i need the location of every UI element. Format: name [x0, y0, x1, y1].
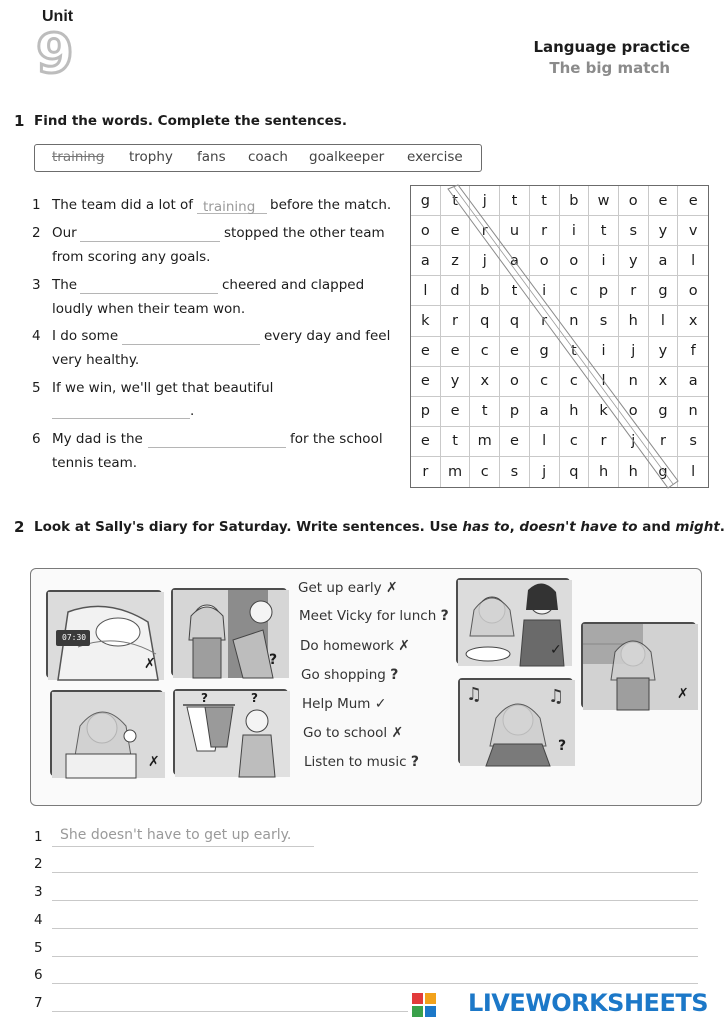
grid-letter[interactable]: j — [619, 427, 649, 457]
grid-letter[interactable]: b — [470, 276, 500, 306]
grid-letter[interactable]: o — [619, 397, 649, 427]
exercise-2-instruction: Look at Sally's diary for Saturday. Write sentences. Use has to, doesn't have to and might. — [34, 519, 725, 535]
grid-letter[interactable]: p — [500, 397, 530, 427]
grid-letter[interactable]: r — [619, 276, 649, 306]
grid-letter[interactable]: z — [441, 246, 471, 276]
grid-letter[interactable]: c — [530, 367, 560, 397]
grid-letter[interactable]: s — [678, 427, 708, 457]
diary-item: Help Mum ✓ — [302, 696, 387, 712]
picture-mark: ? — [251, 691, 258, 705]
grid-letter[interactable]: t — [589, 216, 619, 246]
grid-letter[interactable]: x — [470, 367, 500, 397]
grid-letter[interactable]: e — [411, 337, 441, 367]
picture-shopping — [173, 689, 288, 775]
grid-letter[interactable]: j — [470, 186, 500, 216]
sentence-3-line2: loudly when their team won. — [52, 301, 246, 317]
grid-letter[interactable]: p — [589, 276, 619, 306]
grid-letter[interactable]: o — [678, 276, 708, 306]
grid-letter[interactable]: o — [530, 246, 560, 276]
writing-line-2[interactable] — [52, 872, 698, 873]
grid-letter[interactable]: c — [560, 276, 590, 306]
sentence-1-start: The team did a lot of — [52, 197, 194, 213]
liveworksheets-logo-icon — [412, 993, 436, 1017]
sentence-number: 2 — [32, 225, 41, 241]
grid-letter[interactable]: c — [560, 367, 590, 397]
grid-letter[interactable]: e — [649, 186, 679, 216]
grid-letter[interactable]: p — [411, 397, 441, 427]
page-subtitle: The big match — [549, 59, 670, 77]
diary-item: Do homework ✗ — [300, 638, 410, 654]
answer-field-1[interactable] — [197, 196, 267, 214]
grid-letter[interactable]: y — [649, 216, 679, 246]
shopping-illustration — [175, 691, 290, 777]
unit-label: Unit — [42, 8, 74, 25]
grid-letter[interactable]: j — [470, 246, 500, 276]
sentence-number: 4 — [32, 328, 41, 344]
grid-letter[interactable]: r — [649, 427, 679, 457]
answer-field-2[interactable] — [80, 225, 220, 242]
grid-letter[interactable]: g — [649, 276, 679, 306]
grid-letter[interactable]: r — [441, 306, 471, 336]
exercise-1-number: 1 — [14, 112, 25, 130]
page-title: Language practice — [533, 38, 690, 56]
grid-letter[interactable]: e — [441, 397, 471, 427]
sentence-1-end: before the match. — [270, 197, 392, 213]
writing-line-6[interactable] — [52, 983, 698, 984]
grid-letter[interactable]: r — [589, 427, 619, 457]
word-search-grid[interactable] — [410, 185, 709, 488]
word-bank-item: coach — [248, 149, 288, 165]
sentence-4-line2: very healthy. — [52, 352, 140, 368]
exercise-1-instruction: Find the words. Complete the sentences. — [34, 113, 347, 129]
grid-letter[interactable]: l — [678, 246, 708, 276]
grid-letter[interactable]: l — [530, 427, 560, 457]
word-bank-item: fans — [197, 149, 226, 165]
answer-field-6[interactable] — [148, 431, 286, 448]
grid-letter[interactable]: s — [619, 216, 649, 246]
grid-letter[interactable]: h — [619, 306, 649, 336]
svg-text:♫: ♫ — [548, 686, 565, 707]
grid-letter[interactable]: r — [411, 457, 441, 487]
grid-letter[interactable]: g — [649, 457, 679, 487]
diary-item: Get up early ✗ — [298, 580, 398, 596]
sentence-4-start: I do some — [52, 328, 119, 344]
picture-mark: ✗ — [148, 754, 160, 770]
answer-field-5[interactable] — [52, 402, 190, 419]
word-bank-item: goalkeeper — [309, 149, 385, 165]
diary-item: Go to school ✗ — [303, 725, 404, 741]
grid-letter[interactable]: t — [441, 186, 471, 216]
grid-letter[interactable]: g — [649, 397, 679, 427]
answer-field-4[interactable] — [122, 328, 260, 345]
grid-letter[interactable]: i — [589, 246, 619, 276]
grid-letter[interactable]: y — [619, 246, 649, 276]
grid-letter[interactable]: l — [649, 306, 679, 336]
grid-letter[interactable]: t — [530, 186, 560, 216]
sentence-2-end: stopped the other team — [224, 225, 385, 241]
writing-line-7[interactable] — [52, 1011, 408, 1012]
grid-letter[interactable]: l — [691, 463, 696, 480]
grid-letter[interactable]: e — [441, 216, 471, 246]
sentence-number: 1 — [32, 197, 41, 213]
grid-letter[interactable]: c — [560, 427, 590, 457]
grid-letter[interactable]: i — [530, 276, 560, 306]
grid-letter[interactable]: a — [411, 246, 441, 276]
grid-letter[interactable]: x — [678, 306, 708, 336]
picture-help-mum — [456, 578, 570, 664]
grid-letter[interactable]: e — [500, 427, 530, 457]
line-number: 1 — [34, 829, 43, 845]
grid-letter[interactable]: o — [411, 216, 441, 246]
diary-item: Meet Vicky for lunch ? — [299, 608, 449, 624]
grid-letter[interactable]: o — [560, 246, 590, 276]
sentence-6-start: My dad is the — [52, 431, 143, 447]
exercise-2-number: 2 — [14, 518, 25, 536]
picture-homework — [50, 690, 163, 776]
answer-field-3[interactable] — [80, 277, 218, 294]
grid-letter[interactable]: r — [530, 216, 560, 246]
grid-letter[interactable]: q — [500, 306, 530, 336]
grid-letter[interactable]: m — [441, 457, 471, 487]
grid-letter[interactable]: e — [411, 427, 441, 457]
grid-letter[interactable]: q — [560, 457, 590, 487]
grid-letter[interactable]: a — [530, 397, 560, 427]
grid-letter[interactable]: l — [589, 367, 619, 397]
grid-letter[interactable]: a — [649, 246, 679, 276]
grid-letter[interactable]: c — [470, 337, 500, 367]
example-answer: She doesn't have to get up early. — [60, 827, 292, 843]
grid-letter[interactable]: y — [649, 337, 679, 367]
diary-item: Go shopping ? — [301, 667, 399, 683]
picture-mark: ? — [201, 691, 208, 705]
grid-letter[interactable]: w — [589, 186, 619, 216]
grid-letter[interactable]: t — [500, 276, 530, 306]
grid-letter[interactable]: u — [500, 216, 530, 246]
sentence-2-start: Our — [52, 225, 77, 241]
sentence-number: 6 — [32, 431, 41, 447]
picture-go-to-school — [581, 622, 696, 708]
grid-letter[interactable]: s — [500, 457, 530, 487]
grid-letter[interactable]: g — [411, 186, 441, 216]
grid-letter[interactable]: b — [560, 186, 590, 216]
picture-mark: ? — [269, 652, 278, 668]
grid-letter[interactable]: j — [530, 457, 560, 487]
picture-meet-vicky — [171, 588, 287, 676]
grid-letter[interactable]: r — [530, 306, 560, 336]
grid-letter[interactable]: k — [589, 397, 619, 427]
word-bank-item: trophy — [129, 149, 173, 165]
line-number: 6 — [34, 967, 43, 983]
grid-letter[interactable]: s — [589, 306, 619, 336]
picture-mark: ✗ — [677, 686, 689, 702]
line-number: 4 — [34, 912, 43, 928]
grid-letter[interactable]: y — [441, 367, 471, 397]
line-number: 3 — [34, 884, 43, 900]
grid-letter[interactable]: x — [649, 367, 679, 397]
grid-letter[interactable]: a — [678, 367, 708, 397]
grid-letter[interactable]: c — [470, 457, 500, 487]
grid-letter[interactable]: t — [441, 427, 471, 457]
answer-1-text: training — [203, 199, 256, 215]
grid-letter[interactable]: v — [678, 216, 708, 246]
writing-line-3[interactable] — [52, 900, 698, 901]
svg-text:♫: ♫ — [466, 684, 483, 705]
grid-letter[interactable]: m — [470, 427, 500, 457]
writing-line-4[interactable] — [52, 928, 698, 929]
sentence-6-end: for the school — [290, 431, 383, 447]
grid-letter[interactable]: n — [678, 397, 708, 427]
line-number: 7 — [34, 995, 43, 1011]
sentence-2-line2: from scoring any goals. — [52, 249, 211, 265]
grid-letter[interactable]: i — [589, 337, 619, 367]
grid-letter[interactable]: t — [560, 337, 590, 367]
word-bank-item: exercise — [407, 149, 463, 165]
sentence-5-end: . — [190, 403, 195, 419]
picture-mark: ? — [558, 738, 567, 754]
sentence-number: 3 — [32, 277, 41, 293]
grid-letter[interactable]: h — [619, 457, 649, 487]
alarm-clock-time: 07:30 — [62, 633, 87, 642]
grid-letter[interactable]: n — [619, 367, 649, 397]
grid-letter[interactable]: h — [589, 457, 619, 487]
grid-letter[interactable]: q — [470, 306, 500, 336]
grid-letter[interactable]: e — [441, 337, 471, 367]
grid-letter[interactable]: k — [411, 306, 441, 336]
picture-mark: ✓ — [550, 642, 562, 658]
grid-letter[interactable]: e — [500, 337, 530, 367]
grid-letter[interactable]: a — [500, 246, 530, 276]
grid-letter[interactable]: e — [678, 186, 708, 216]
sentence-3-start: The — [52, 277, 78, 293]
sentence-4-end: every day and feel — [264, 328, 391, 344]
picture-listen-to-music — [458, 678, 573, 764]
grid-letter[interactable]: o — [500, 367, 530, 397]
picture-get-up-early — [46, 590, 162, 678]
grid-letter[interactable]: i — [560, 216, 590, 246]
grid-letter[interactable]: o — [619, 186, 649, 216]
grid-letter[interactable]: e — [411, 367, 441, 397]
writing-line-5[interactable] — [52, 956, 698, 957]
grid-letter[interactable]: t — [470, 397, 500, 427]
sentence-6-line2: tennis team. — [52, 455, 138, 471]
grid-letter[interactable]: g — [530, 337, 560, 367]
word-bank-item: training — [52, 149, 105, 165]
grid-letter[interactable]: d — [441, 276, 471, 306]
liveworksheets-brand: LIVEWORKSHEETS — [468, 989, 708, 1017]
sentence-3-end: cheered and clapped — [222, 277, 365, 293]
grid-letter[interactable]: t — [500, 186, 530, 216]
grid-letter[interactable]: n — [560, 306, 590, 336]
diary-item: Listen to music ? — [304, 754, 419, 770]
sentence-number: 5 — [32, 380, 41, 396]
line-number: 5 — [34, 940, 43, 956]
grid-letter[interactable]: l — [411, 276, 441, 306]
writing-line-1[interactable] — [52, 846, 314, 847]
line-number: 2 — [34, 856, 43, 872]
unit-number: 9 — [36, 22, 74, 85]
sentence-5-start: If we win, we'll get that beautiful — [52, 380, 274, 396]
grid-letter[interactable]: r — [470, 216, 500, 246]
grid-letter[interactable]: j — [619, 337, 649, 367]
grid-letter[interactable]: h — [560, 397, 590, 427]
grid-letter[interactable]: f — [678, 337, 708, 367]
picture-mark: ✗ — [144, 656, 156, 672]
